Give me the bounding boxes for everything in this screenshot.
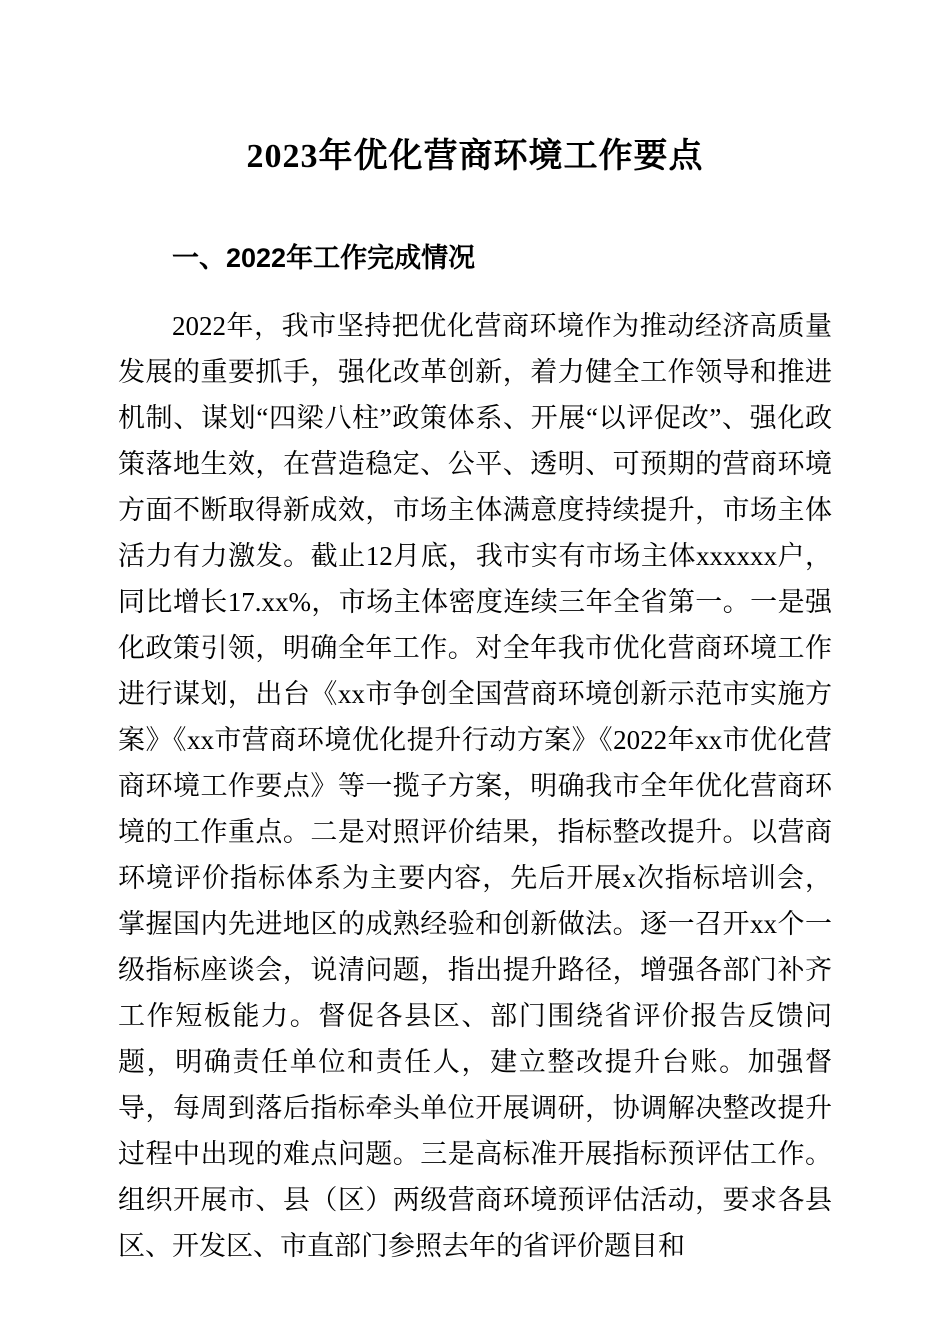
section-heading: 一、2022年工作完成情况 [172, 243, 476, 273]
document-title: 2023年优化营商环境工作要点 [246, 138, 704, 175]
body-paragraph: 2022年，我市坚持把优化营商环境作为推动经济高质量发展的重要抓手，强化改革创新，着力健全工作领导和推进机制、谋划“四梁八柱”政策体系、开展“以评促改”、强化政策落地生效，在营造稳定、公平、透明、可预期的营商环境方面不断取得新成效，市场主体满意度持续提升，市场主体活力有力激发。截止12月底，我市实有市场主体xxxxxx户，同比增长17.xx%，市场主体密度连续三年全省第一。一是强化政策引领，明确全年工作。对全年我市优化营商环境工作进行谋划，出台《xx市争创全国营商环境创新示范市实施方案》《xx市营商环境优化提升行动方案》《2022年xx市优化营商环境工作要点》等一揽子方案，明确我市全年优化营商环境的工作重点。二是对照评价结果，指标整改提升。以营商环境评价指标体系为主要内容，先后开展x次指标培训会，掌握国内先进地区的成熟经验和创新做法。逐一召开xx个一级指标座谈会，说清问题，指出提升路径，增强各部门补齐工作短板能力。督促各县区、部门围绕省评价报告反馈问题，明确责任单位和责任人，建立整改提升台账。加强督导，每周到落后指标牵头单位开展调研，协调解决整改提升过程中出现的难点问题。三是高标准开展指标预评估工作。组织开展市、县（区）两级营商环境预评估活动，要求各县区、开发区、市直部门参照去年的省评价题目和 [118, 311, 832, 1261]
